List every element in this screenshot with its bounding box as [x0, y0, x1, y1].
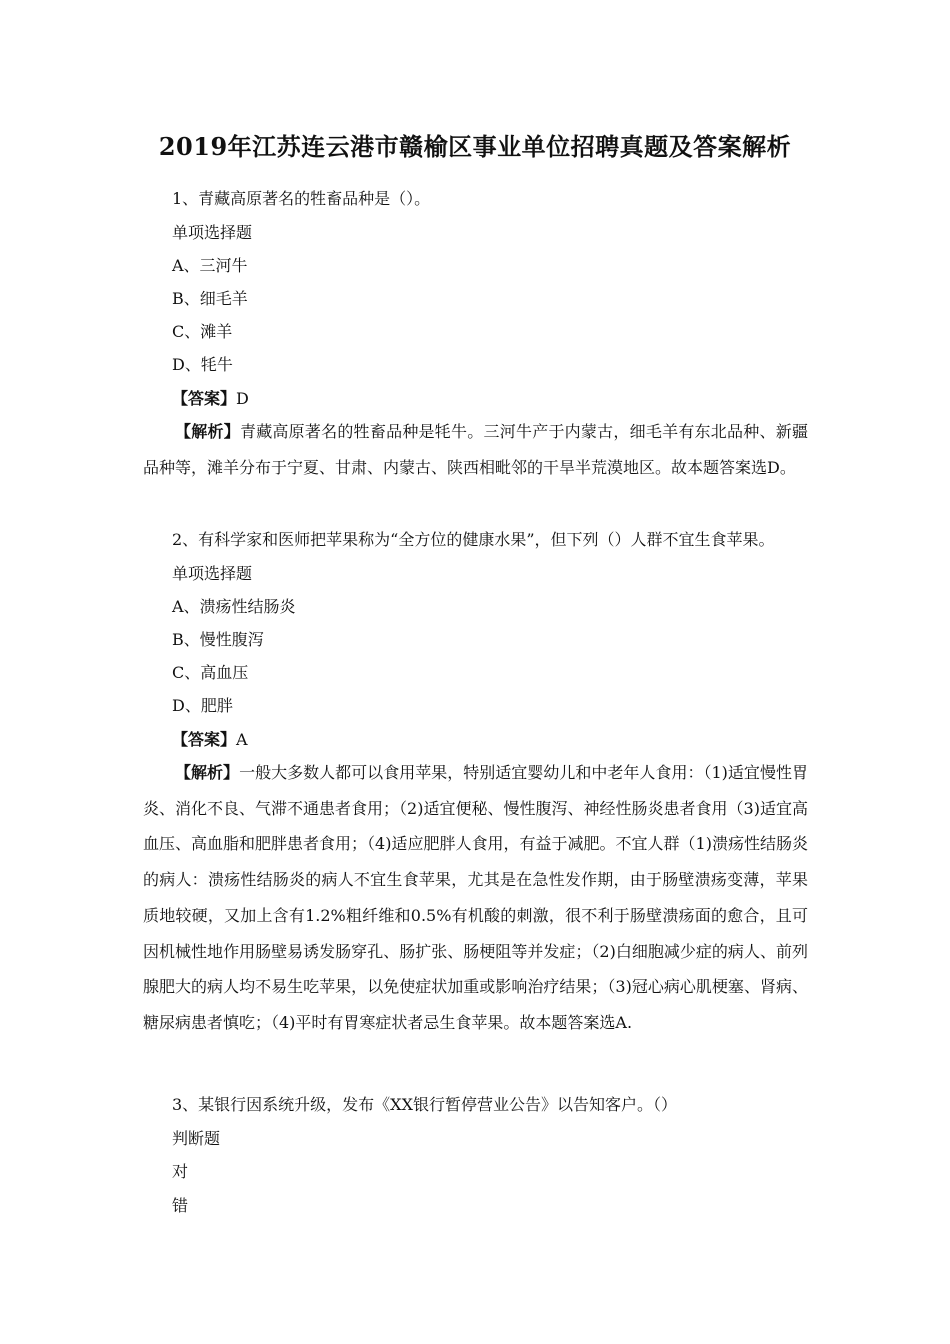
analysis-text: 青藏高原著名的牲畜品种是牦牛。三河牛产于内蒙古，细毛羊有东北品种、新疆品种等，滩羊分布于宁夏、甘肃、内蒙古、陕西相毗邻的干旱半荒漠地区。故本题答案选D。 [143, 422, 808, 477]
analysis-text: 一般大多数人都可以食用苹果，特别适宜婴幼儿和中老年人食用：（1)适宜慢性胃炎、消化不良、气滞不通患者食用；（2)适宜便秘、慢性腹泻、神经性肠炎患者食用（3)适宜高血压、高血脂和肥胖患者食用；（4)适应肥胖人食用，有益于减肥。不宜人群（1)溃疡性结肠炎的病人：溃疡性结肠炎的病人不宜生食苹果，尤其是在急性发作期，由于肠壁溃疡变薄，苹果质地较硬，又加上含有1.2%粗纤维和0.5%有机酸的刺激，很不利于肠壁溃疡面的愈合，且可因机械性地作用肠壁易诱发肠穿孔、肠扩张、肠梗阻等并发症；（2)白细胞减少症的病人、前列腺肥大的病人均不易生吃苹果，以免使症状加重或影响治疗结果；（3)冠心病心肌梗塞、肾病、糖尿病患者慎吃；（4)平时有胃寒症状者忌生食苹果。故本题答案选A. [143, 763, 808, 1032]
analysis-label: 【解析】 [175, 763, 240, 782]
question-2-answer [172, 730, 248, 750]
question-3-stem: 3、某银行因系统升级，发布《XX银行暂停营业公告》以告知客户。（） [172, 1095, 677, 1114]
question-1-option-c: C、滩羊 [172, 322, 233, 341]
question-3-option-true: 对 [172, 1162, 189, 1181]
question-3-option-false: 错 [172, 1196, 189, 1215]
question-2-stem: 2、有科学家和医师把苹果称为“全方位的健康水果”，但下列（）人群不宜生食苹果。 [172, 530, 775, 549]
question-1-stem: 1、青藏高原著名的牲畜品种是（）。 [172, 189, 431, 208]
analysis-label: 【解析】 [175, 422, 240, 441]
question-2-analysis [143, 755, 808, 1041]
question-2-option-b: B、慢性腹泻 [172, 630, 264, 649]
question-2-option-c: C、高血压 [172, 663, 249, 682]
question-1-option-b: B、细毛羊 [172, 289, 248, 308]
answer-value: A [236, 730, 248, 749]
question-1-type: 单项选择题 [172, 223, 253, 242]
question-2-option-a: A、溃疡性结肠炎 [172, 597, 296, 616]
answer-label: 【答案】 [172, 389, 237, 408]
document-title: 2019年江苏连云港市赣榆区事业单位招聘真题及答案解析 [158, 132, 792, 161]
question-1-option-d: D、牦牛 [172, 355, 233, 374]
question-2-type: 单项选择题 [172, 564, 253, 583]
question-1-analysis [143, 414, 808, 485]
question-2-option-d: D、肥胖 [172, 696, 233, 715]
question-3-type: 判断题 [172, 1129, 221, 1148]
question-1-answer [172, 389, 249, 409]
answer-value: D [236, 389, 249, 408]
question-1-option-a: A、三河牛 [172, 256, 248, 275]
answer-label: 【答案】 [172, 730, 237, 749]
